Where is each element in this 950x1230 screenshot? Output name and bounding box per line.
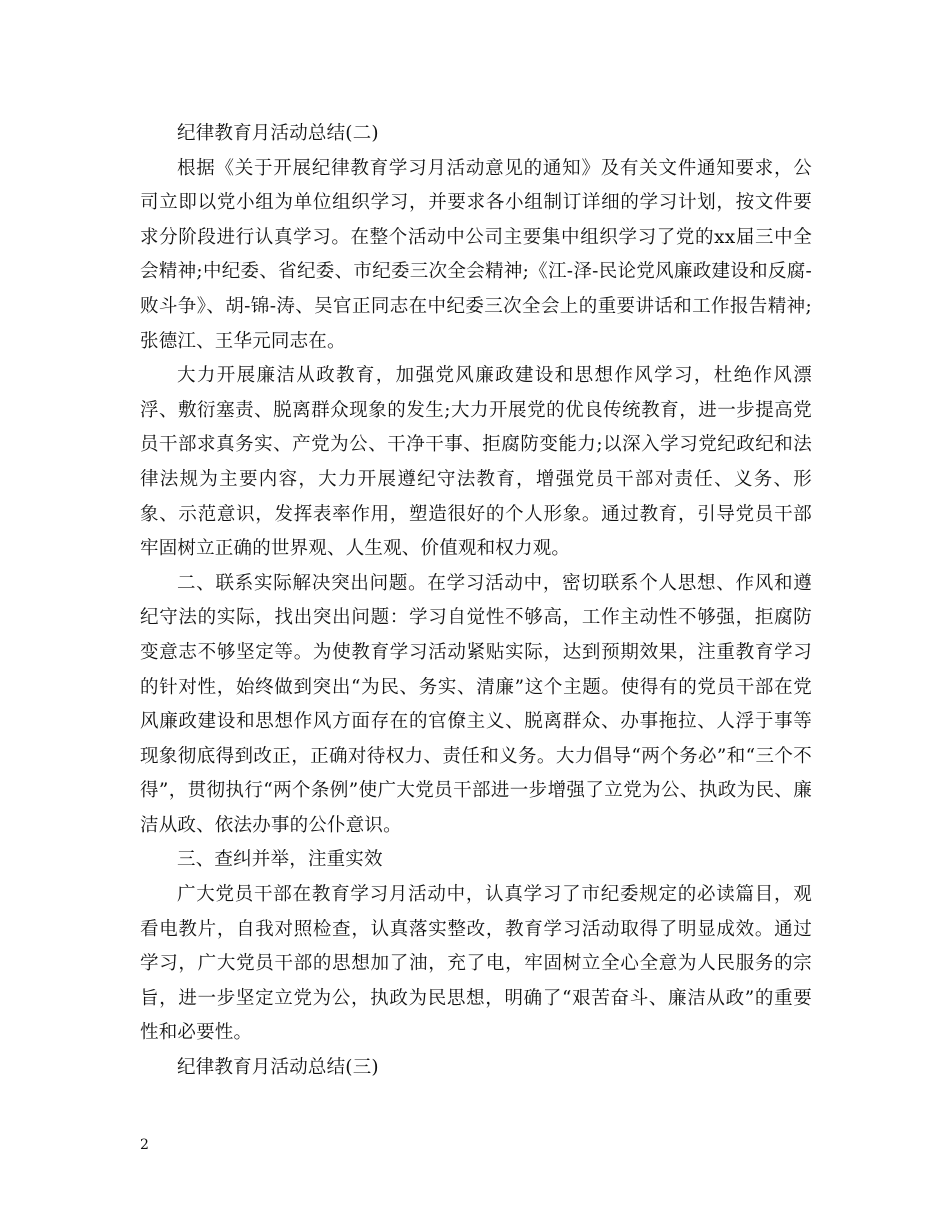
section-heading-3: 纪律教育月活动总结(三)	[177, 1057, 379, 1079]
body-paragraph-2: 大力开展廉洁从政教育，加强党风廉政建设和思想作风学习，杜绝作风漂浮、敷衍塞责、脱离群众现象的发生;大力开展党的优良传统教育，进一步提高党员干部求真务实、产党为公、干净干事、拒腐防变能力;以深入学习党纪政纪和法律法规为主要内容，大力开展遵纪守法教育，增强党员干部对责任、义务、形象、示范意识，发挥表率作用，塑造很好的个人形象。通过教育，引导党员干部牢固树立正确的世界观、人生观、价值观和权力观。	[140, 365, 812, 560]
body-paragraph-4: 广大党员干部在教育学习月活动中，认真学习了市纪委规定的必读篇目，观看电教片，自我对照检查，认真落实整改，教育学习活动取得了明显成效。通过学习，广大党员干部的思想加了油，充了电，牢固树立全心全意为人民服务的宗旨，进一步坚定立党为公，执政为民思想，明确了“艰苦奋斗、廉洁从政”的重要性和必要性。	[140, 884, 812, 1044]
subheading-3: 三、查纠并举，注重实效	[177, 849, 383, 871]
body-paragraph-1: 根据《关于开展纪律教育学习月活动意见的通知》及有关文件通知要求，公司立即以党小组为单位组织学习，并要求各小组制订详细的学习计划，按文件要求分阶段进行认真学习。在整个活动中公司主要集中组织学习了党的xx届三中全会精神;中纪委、省纪委、市纪委三次全会精神;《江-泽-民论党风廉政建设和反腐-败斗争》、胡-锦-涛、吴官正同志在中纪委三次全会上的重要讲话和工作报告精神;张德江、王华元同志在。	[140, 157, 812, 352]
page-number: 2	[140, 1137, 149, 1153]
body-paragraph-3: 二、联系实际解决突出问题。在学习活动中，密切联系个人思想、作风和遵纪守法的实际，找出突出问题：学习自觉性不够高，工作主动性不够强，拒腐防变意志不够坚定等。为使教育学习活动紧贴实际，达到预期效果，注重教育学习的针对性，始终做到突出“为民、务实、清廉”这个主题。使得有的党员干部在党风廉政建设和思想作风方面存在的官僚主义、脱离群众、办事拖拉、人浮于事等现象彻底得到改正，正确对待权力、责任和义务。大力倡导“两个务必”和“三个不得”，贯彻执行“两个条例”使广大党员干部进一步增强了立党为公、执政为民、廉洁从政、依法办事的公仆意识。	[140, 572, 812, 836]
document-body	[140, 117, 812, 1086]
section-heading-2: 纪律教育月活动总结(二)	[177, 123, 379, 144]
